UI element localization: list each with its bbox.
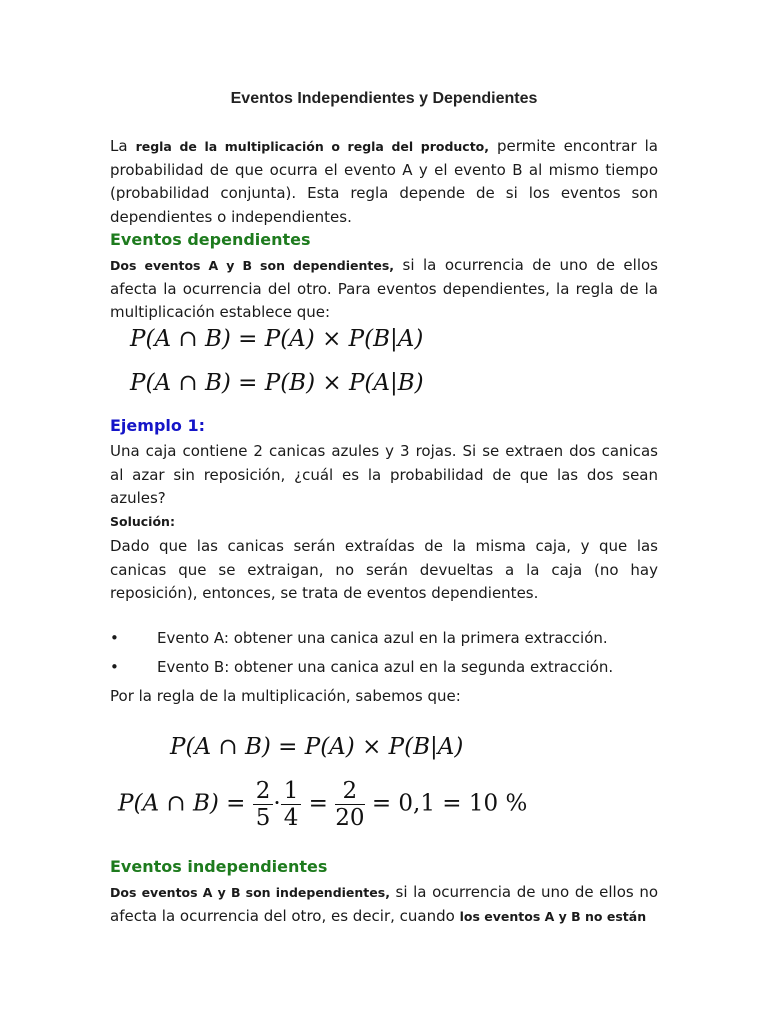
formula-example: P(A ∩ B) = P(A) × P(B|A) (170, 734, 464, 760)
dependent-rest: si la ocurrencia de uno de ellos afecta la ocurrencia del otro. Para eventos dependientes, la regla de la multiplicación establece que: (110, 256, 658, 321)
bullet-text: Evento B: obtener una canica azul en la segunda extracción. (157, 658, 614, 676)
calc-lhs: P(A ∩ B) = (118, 790, 246, 817)
formula-dependent-1: P(A ∩ B) = P(A) × P(B|A) (130, 326, 424, 352)
calc-eq: = (308, 790, 328, 817)
intro-paragraph (110, 135, 658, 229)
fraction-2-num: 1 (281, 778, 302, 805)
example1-heading: Ejemplo 1: (110, 416, 205, 435)
fraction-2 (281, 778, 302, 831)
independent-bold: Dos eventos A y B son independientes, (110, 885, 390, 900)
calculation-formula (118, 778, 527, 831)
independent-paragraph (110, 881, 658, 928)
fraction-1-den: 5 (255, 805, 271, 831)
bullet-icon: • (110, 658, 119, 676)
intro-rest: permite encontrar la probabilidad de que ocurra el evento A y el evento B al mismo tiempo (probabilidad conjunta). Esta regla depende de si los eventos son dependientes o independientes. (110, 137, 658, 226)
dependent-paragraph (110, 254, 658, 325)
list-item (110, 658, 670, 687)
fraction-1-num: 2 (253, 778, 274, 805)
page-title: Eventos Independientes y Dependientes (230, 90, 538, 107)
example1-text: Una caja contiene 2 canicas azules y 3 rojas. Si se extraen dos canicas al azar sin reposición, ¿cuál es la probabilidad de que las dos sean azules? (110, 442, 658, 507)
intro-prefix: La (110, 137, 136, 155)
solution-label: Solución: (110, 514, 175, 529)
fraction-3 (335, 778, 364, 831)
event-list (110, 629, 670, 687)
list-item (110, 629, 670, 658)
independent-rest: si la ocurrencia de uno de ellos no afecta la ocurrencia del otro, es decir, cuando (110, 883, 658, 925)
dependent-heading: Eventos dependientes (110, 230, 311, 249)
bullet-icon: • (110, 629, 119, 647)
fraction-2-den: 4 (283, 805, 299, 831)
intro-bold: regla de la multiplicación o regla del producto, (135, 139, 490, 154)
formula-dependent-2: P(A ∩ B) = P(B) × P(A|B) (130, 370, 424, 396)
calc-dot: · (273, 790, 281, 817)
calc-result: = 0,1 = 10 % (371, 790, 528, 817)
bullet-text: Evento A: obtener una canica azul en la primera extracción. (157, 629, 608, 647)
fraction-1 (253, 778, 274, 831)
fraction-3-num: 2 (335, 778, 364, 805)
dependent-bold: Dos eventos A y B son dependientes, (110, 258, 395, 273)
rule-text: Por la regla de la multiplicación, sabemos que: (110, 687, 461, 705)
independent-heading: Eventos independientes (110, 857, 328, 876)
solution-text: Dado que las canicas serán extraídas de la misma caja, y que las canicas que se extraigan, no serán devueltas a la caja (no hay reposición), entonces, se trata de eventos dependientes. (110, 537, 658, 602)
fraction-3-den: 20 (335, 805, 365, 831)
independent-bold-2: los eventos A y B no están (459, 908, 647, 924)
